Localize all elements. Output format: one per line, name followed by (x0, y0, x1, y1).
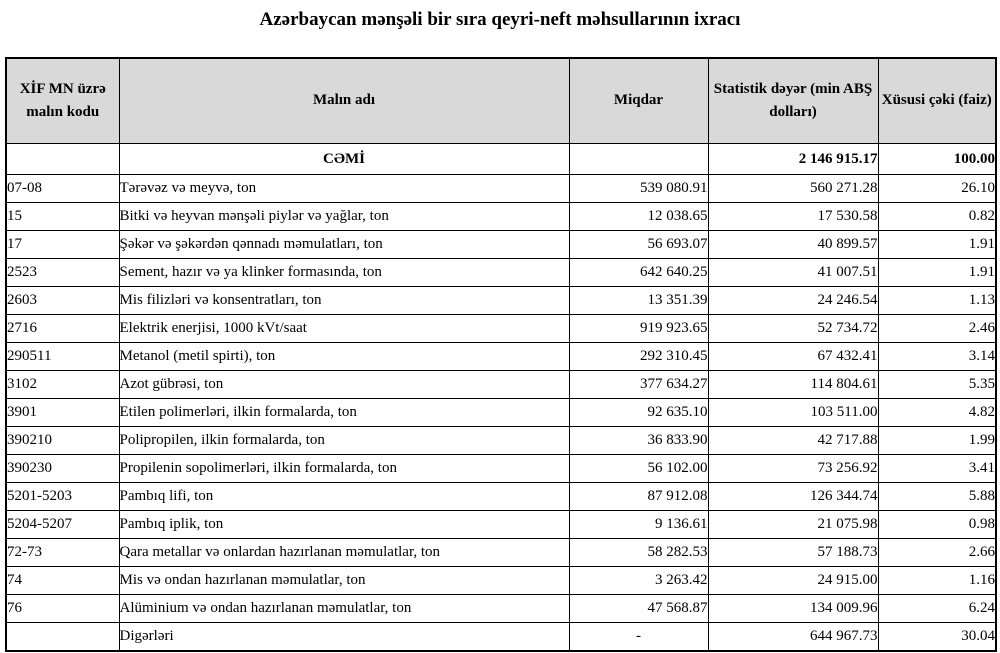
column-header-value: Statistik dəyər (min ABŞ dolları) (708, 58, 878, 144)
cell-quantity (569, 144, 708, 175)
header-row (6, 58, 996, 144)
table-row (6, 483, 996, 511)
cell-name: Pambıq iplik, ton (119, 511, 569, 539)
cell-code: 2603 (6, 287, 119, 315)
cell-code: 2716 (6, 315, 119, 343)
cell-quantity: 539 080.91 (569, 175, 708, 203)
column-header-code: XİF MN üzrə malın kodu (6, 58, 119, 144)
cell-name: Etilen polimerləri, ilkin formalarda, ton (119, 399, 569, 427)
cell-value: 134 009.96 (708, 595, 878, 623)
cell-name: Şəkər və şəkərdən qənnadı məmulatları, ton (119, 231, 569, 259)
cell-code: 3102 (6, 371, 119, 399)
cell-quantity: 92 635.10 (569, 399, 708, 427)
cell-code: 2523 (6, 259, 119, 287)
table-row (6, 567, 996, 595)
cell-quantity: - (569, 623, 708, 652)
cell-share: 6.24 (878, 595, 996, 623)
cell-code: 72-73 (6, 539, 119, 567)
cell-name: Tərəvəz və meyvə, ton (119, 175, 569, 203)
cell-quantity: 919 923.65 (569, 315, 708, 343)
cell-code: 3901 (6, 399, 119, 427)
page-title: Azərbaycan mənşəli bir sıra qeyri-neft məhsullarının ixracı (259, 9, 741, 30)
cell-share: 30.04 (878, 623, 996, 652)
cell-quantity: 13 351.39 (569, 287, 708, 315)
cell-name: Pambıq lifi, ton (119, 483, 569, 511)
cell-share: 3.41 (878, 455, 996, 483)
cell-value: 73 256.92 (708, 455, 878, 483)
table-row-others (6, 623, 996, 652)
cell-code: 5204-5207 (6, 511, 119, 539)
cell-value: 644 967.73 (708, 623, 878, 652)
table-row (6, 455, 996, 483)
cell-value: 560 271.28 (708, 175, 878, 203)
cell-name: Polipropilen, ilkin formalarda, ton (119, 427, 569, 455)
cell-quantity: 292 310.45 (569, 343, 708, 371)
cell-code: 74 (6, 567, 119, 595)
cell-quantity: 12 038.65 (569, 203, 708, 231)
cell-value: 52 734.72 (708, 315, 878, 343)
cell-quantity: 58 282.53 (569, 539, 708, 567)
cell-code: 76 (6, 595, 119, 623)
cell-code: 5201-5203 (6, 483, 119, 511)
cell-value: 126 344.74 (708, 483, 878, 511)
cell-share: 3.14 (878, 343, 996, 371)
total-row (6, 144, 996, 175)
cell-value: 17 530.58 (708, 203, 878, 231)
cell-quantity: 56 102.00 (569, 455, 708, 483)
cell-code: 290511 (6, 343, 119, 371)
cell-name: Mis filizləri və konsentratları, ton (119, 287, 569, 315)
cell-value: 42 717.88 (708, 427, 878, 455)
cell-value: 40 899.57 (708, 231, 878, 259)
cell-share: 1.99 (878, 427, 996, 455)
cell-name: Alüminium və ondan hazırlanan məmulatlar, ton (119, 595, 569, 623)
cell-share: 1.13 (878, 287, 996, 315)
cell-share: 0.82 (878, 203, 996, 231)
cell-code: 390210 (6, 427, 119, 455)
cell-quantity: 377 634.27 (569, 371, 708, 399)
cell-name: CƏMİ (119, 144, 569, 175)
cell-code (6, 144, 119, 175)
cell-name: Elektrik enerjisi, 1000 kVt/saat (119, 315, 569, 343)
cell-name: Sement, hazır və ya klinker formasında, ton (119, 259, 569, 287)
cell-value: 2 146 915.17 (708, 144, 878, 175)
cell-value: 114 804.61 (708, 371, 878, 399)
table-row (6, 343, 996, 371)
cell-name: Qara metallar və onlardan hazırlanan məmulatlar, ton (119, 539, 569, 567)
cell-quantity: 9 136.61 (569, 511, 708, 539)
cell-quantity: 3 263.42 (569, 567, 708, 595)
cell-value: 24 246.54 (708, 287, 878, 315)
cell-share: 26.10 (878, 175, 996, 203)
cell-name: Bitki və heyvan mənşəli piylər və yağlar, ton (119, 203, 569, 231)
cell-value: 41 007.51 (708, 259, 878, 287)
cell-quantity: 56 693.07 (569, 231, 708, 259)
table-row (6, 287, 996, 315)
cell-share: 5.35 (878, 371, 996, 399)
cell-value: 57 188.73 (708, 539, 878, 567)
cell-value: 24 915.00 (708, 567, 878, 595)
cell-share: 1.91 (878, 231, 996, 259)
cell-share: 5.88 (878, 483, 996, 511)
cell-quantity: 47 568.87 (569, 595, 708, 623)
table-row (6, 315, 996, 343)
cell-code (6, 623, 119, 652)
cell-value: 103 511.00 (708, 399, 878, 427)
cell-value: 21 075.98 (708, 511, 878, 539)
table-row (6, 399, 996, 427)
cell-name: Digərləri (119, 623, 569, 652)
table-row (6, 231, 996, 259)
cell-code: 17 (6, 231, 119, 259)
cell-name: Metanol (metil spirti), ton (119, 343, 569, 371)
cell-share: 100.00 (878, 144, 996, 175)
cell-code: 07-08 (6, 175, 119, 203)
cell-code: 15 (6, 203, 119, 231)
cell-share: 0.98 (878, 511, 996, 539)
table-row (6, 175, 996, 203)
cell-value: 67 432.41 (708, 343, 878, 371)
cell-share: 1.91 (878, 259, 996, 287)
column-header-name: Malın adı (119, 58, 569, 144)
cell-share: 2.46 (878, 315, 996, 343)
cell-quantity: 642 640.25 (569, 259, 708, 287)
table-row (6, 539, 996, 567)
table-row (6, 427, 996, 455)
cell-name: Propilenin sopolimerləri, ilkin formalarda, ton (119, 455, 569, 483)
cell-code: 390230 (6, 455, 119, 483)
column-header-share: Xüsusi çəki (faiz) (878, 58, 996, 144)
export-table (5, 57, 997, 652)
cell-share: 2.66 (878, 539, 996, 567)
cell-name: Mis və ondan hazırlanan məmulatlar, ton (119, 567, 569, 595)
cell-share: 1.16 (878, 567, 996, 595)
cell-name: Azot gübrəsi, ton (119, 371, 569, 399)
table-row (6, 203, 996, 231)
cell-quantity: 87 912.08 (569, 483, 708, 511)
column-header-quantity: Miqdar (569, 58, 708, 144)
table-row (6, 511, 996, 539)
cell-quantity: 36 833.90 (569, 427, 708, 455)
table-row (6, 371, 996, 399)
table-row (6, 595, 996, 623)
table-row (6, 259, 996, 287)
cell-share: 4.82 (878, 399, 996, 427)
